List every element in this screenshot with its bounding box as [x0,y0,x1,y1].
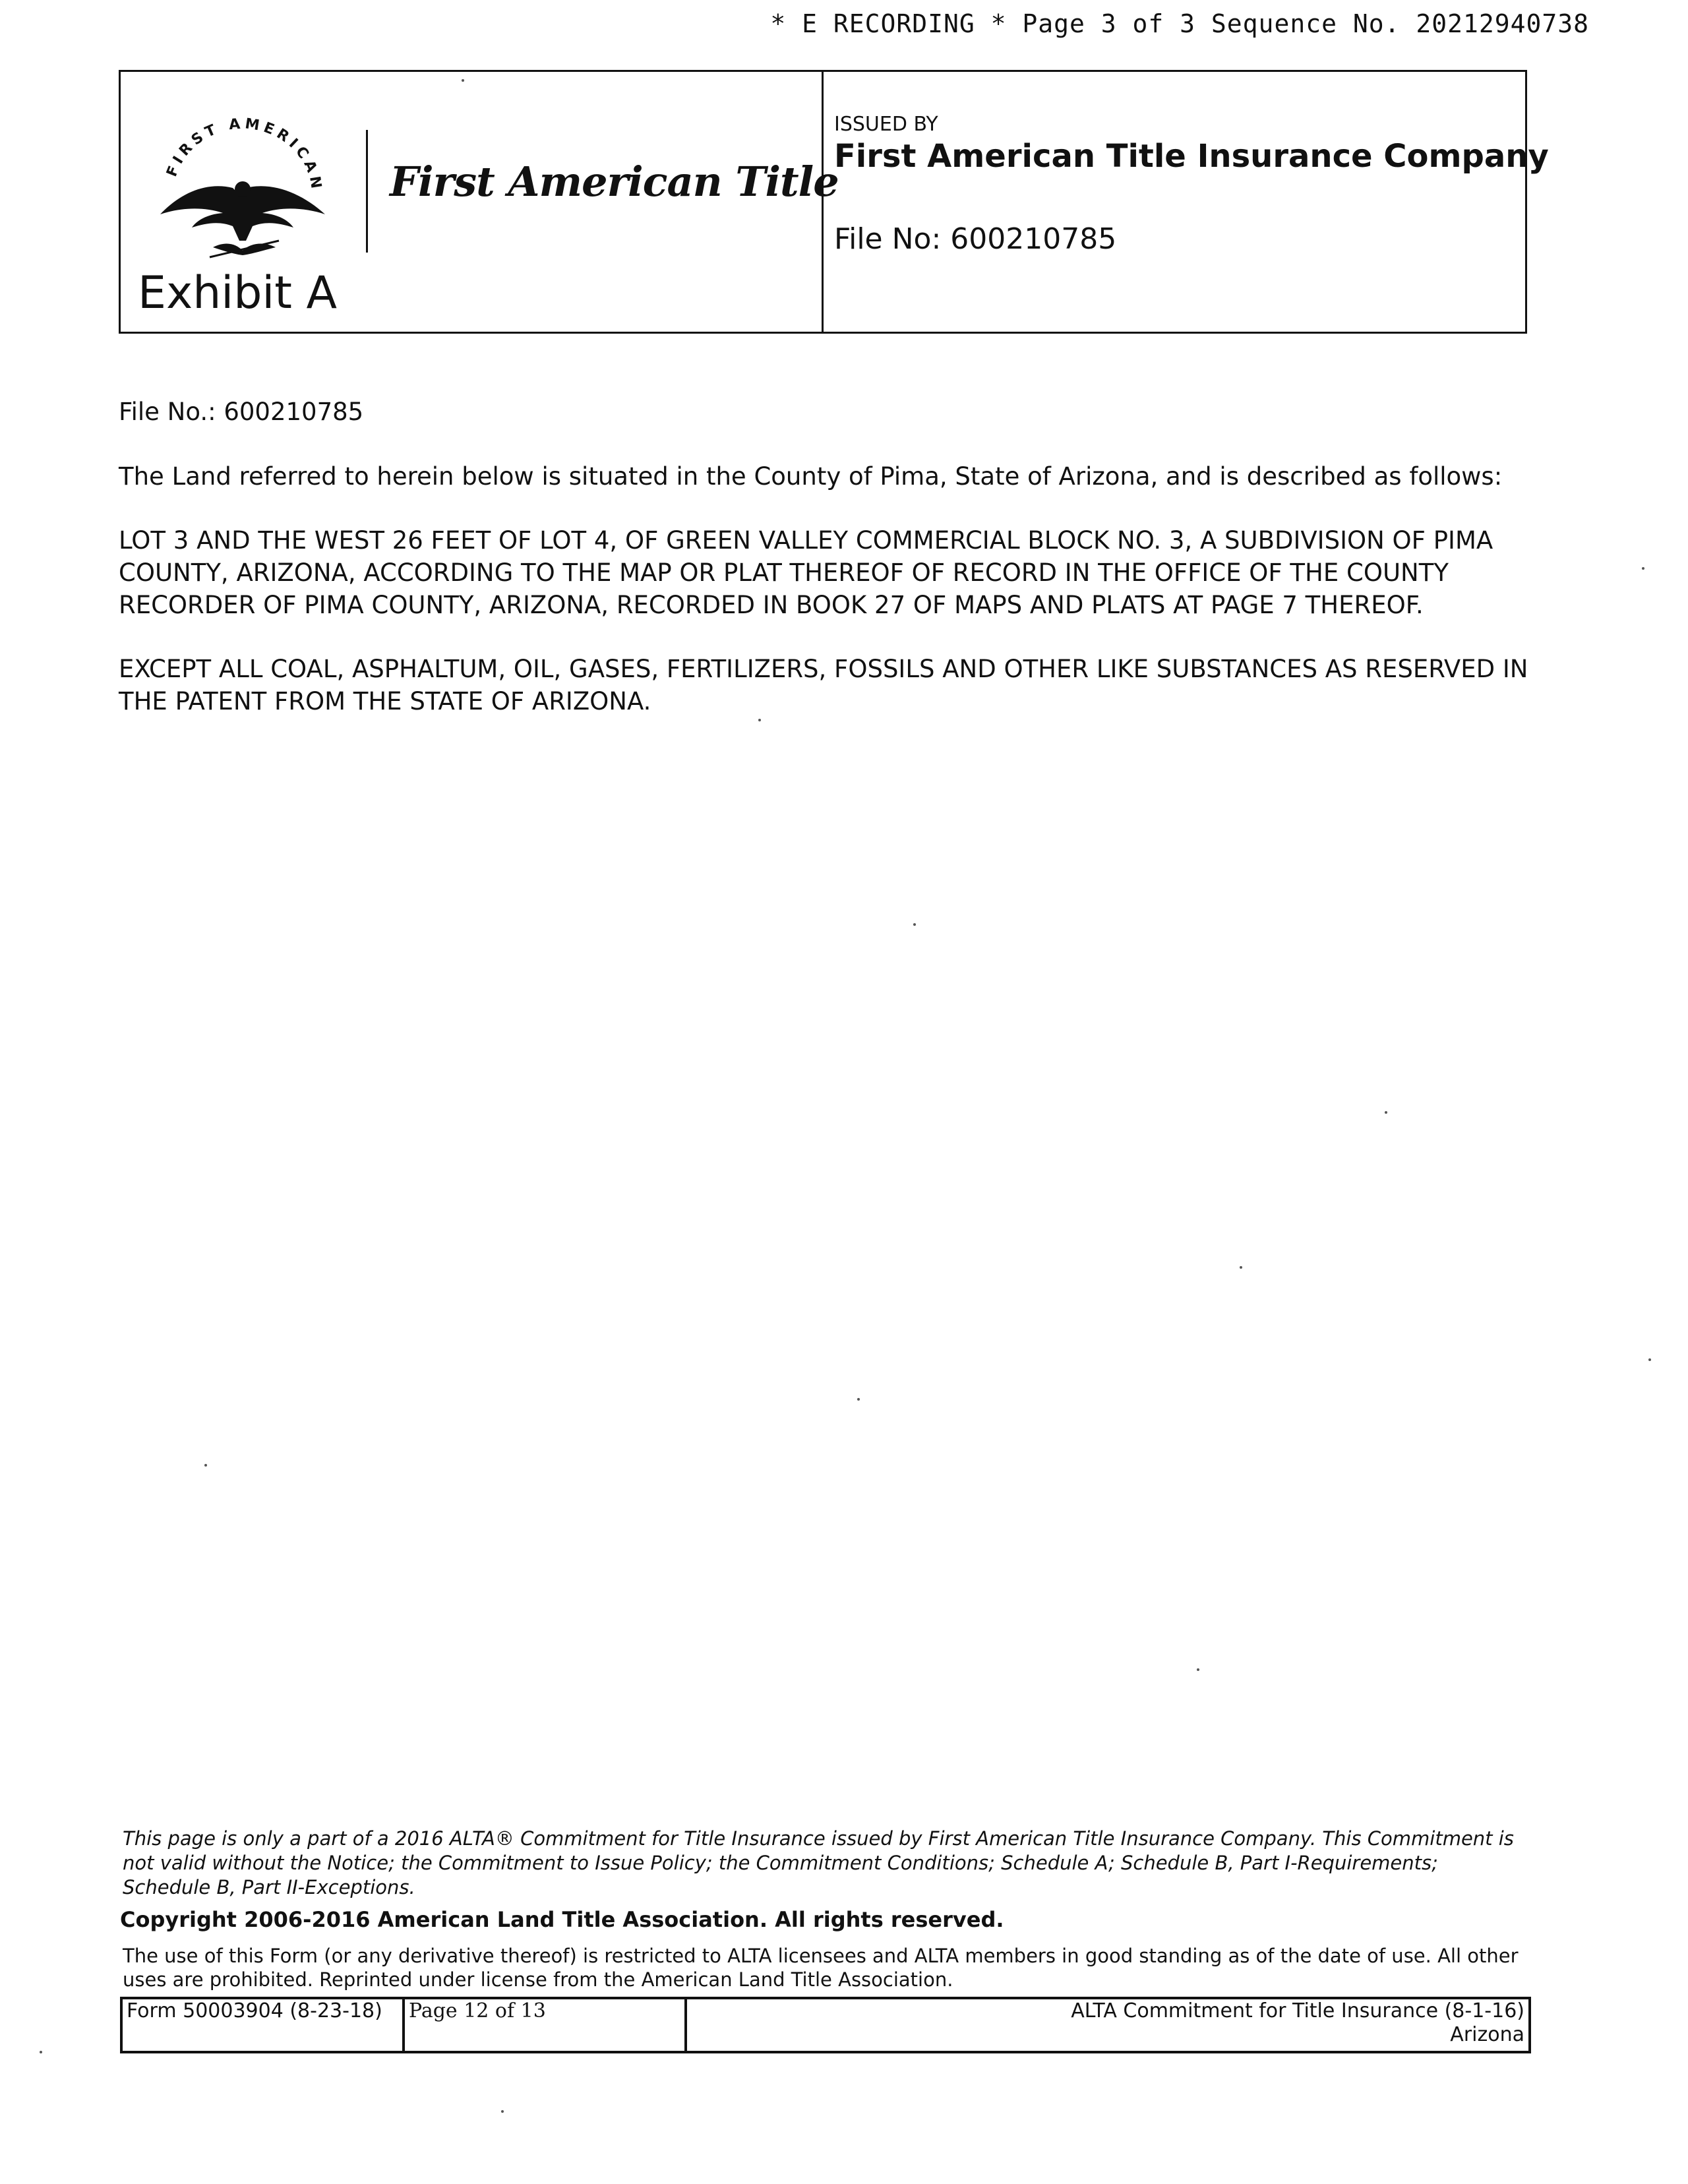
license-notice: The use of this Form (or any derivative thereof) is restricted to ALTA licensees and ALTA members in good standing as of the date of use. All other uses are prohibited. Reprinted under license from the American Land Title Association. [123,1945,1519,1991]
scan-speck [1385,1111,1387,1114]
land-intro: The Land referred to herein below is situated in the County of Pima, State of Arizona, and is described as follows: [119,462,1503,491]
scan-speck [1240,1266,1242,1269]
issued-by-label: ISSUED BY [834,113,938,136]
logo-text: FIRST AMERICAN [164,115,325,194]
commitment-title: ALTA Commitment for Title Insurance (8-1-16) [1071,1999,1524,2022]
mineral-exception: EXCEPT ALL COAL, ASPHALTUM, OIL, GASES, FERTILIZERS, FOSSILS AND OTHER LIKE SUBSTANCES AS RESERVED IN THE PATENT FROM THE STATE OF ARIZONA. [119,655,1528,715]
exhibit-header [119,70,1549,334]
commitment-title-cell [687,1999,1528,2051]
form-number: Form 50003904 (8-23-18) [123,1999,405,2051]
copyright: Copyright 2006-2016 American Land Title Association. All rights reserved. [120,1907,1004,1932]
scan-speck [913,923,916,926]
scan-speck [1648,1358,1651,1361]
file-reference: File No.: 600210785 [119,398,364,426]
brand-name: First American Title [390,158,839,206]
scan-speck [40,2051,42,2053]
recording-header: * E RECORDING * Page 3 of 3 Sequence No. 20212940738 [770,9,1589,38]
scan-speck [857,1398,860,1401]
file-number: File No: 600210785 [834,222,1117,256]
exhibit-label: Exhibit A [138,267,338,319]
scan-speck [462,79,464,82]
logo-panel [121,72,839,332]
form-footer-table [120,1997,1531,2053]
commitment-notice: This page is only a part of a 2016 ALTA® Commitment for Title Insurance issued by First American Title Insurance Company. This Commitment is not valid without the Notice; the Commitment to Issue Policy; the Commitment Conditions; Schedule A; Schedule B, Part I-Requirements; Schedule B, Part II-Exceptions. [123,1827,1514,1898]
issuer-panel [824,72,1549,332]
eagle-icon [147,115,338,274]
scan-speck [204,1464,207,1467]
state-name: Arizona [1450,2023,1524,2046]
scan-speck [501,2110,504,2113]
logo-divider [366,130,368,253]
scan-speck [1197,1668,1199,1671]
page-number: Page 12 of 13 [405,1999,687,2051]
scan-speck [1642,567,1644,570]
legal-description: LOT 3 AND THE WEST 26 FEET OF LOT 4, OF GREEN VALLEY COMMERCIAL BLOCK NO. 3, A SUBDIVISION OF PIMA COUNTY, ARIZONA, ACCORDING TO THE MAP OR PLAT THEREOF OF RECORD IN THE OFFICE OF THE COUNTY RECORDER OF PIMA COUNTY, ARIZONA, RECORDED IN BOOK 27 OF MAPS AND PLATS AT PAGE 7 THEREOF. [119,526,1493,619]
scan-speck [758,719,761,721]
issuer-name: First American Title Insurance Company [834,138,1549,175]
